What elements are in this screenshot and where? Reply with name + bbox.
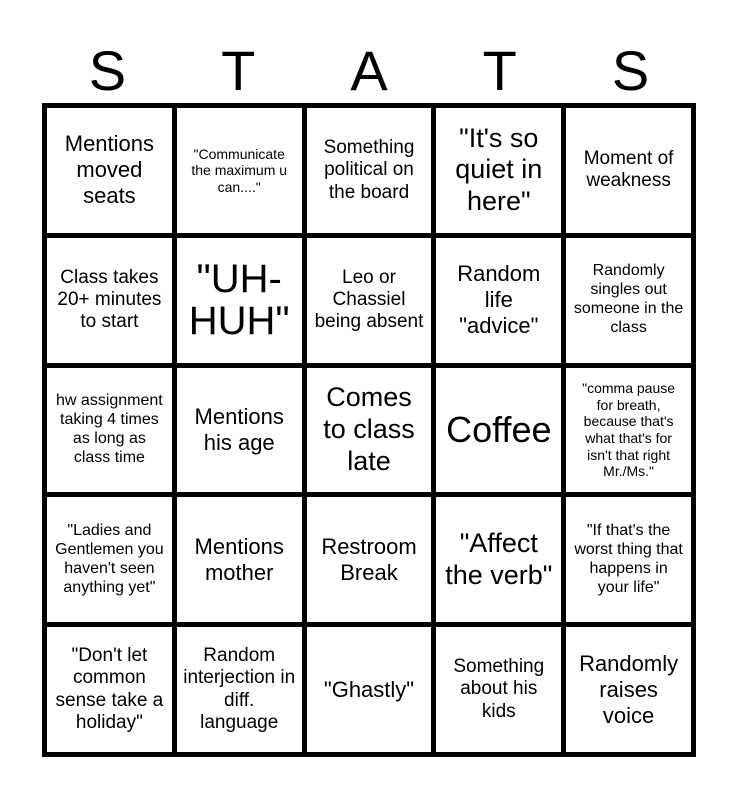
cell-text: "Don't let common sense take a holiday" bbox=[55, 644, 164, 733]
cell-text: Something about his kids bbox=[453, 655, 545, 722]
header-letter-s: S bbox=[611, 39, 650, 102]
bingo-cell[interactable] bbox=[47, 627, 172, 752]
bingo-cell[interactable] bbox=[566, 497, 691, 622]
cell-text: "If that's the worst thing that happens in your life" bbox=[574, 522, 683, 596]
cell-text: Random life "advice" bbox=[457, 261, 541, 339]
bingo-cell[interactable] bbox=[307, 238, 432, 363]
bingo-cell[interactable] bbox=[177, 497, 302, 622]
cell-text: Mentions mother bbox=[194, 533, 284, 585]
bingo-cell[interactable] bbox=[436, 238, 561, 363]
header-letter-t: T bbox=[221, 39, 256, 102]
bingo-cell[interactable] bbox=[566, 108, 691, 233]
bingo-cell[interactable] bbox=[566, 368, 691, 493]
bingo-board bbox=[42, 103, 696, 757]
cell-text: Mentions his age bbox=[194, 404, 284, 455]
bingo-cell[interactable] bbox=[436, 497, 561, 622]
bingo-cell[interactable] bbox=[307, 627, 432, 752]
cell-text: Coffee bbox=[446, 408, 552, 450]
header-letter-s: S bbox=[88, 39, 127, 102]
bingo-cell[interactable] bbox=[307, 497, 432, 622]
cell-text: "Ladies and Gentlemen you haven't seen anything yet" bbox=[55, 522, 164, 596]
cell-text: Leo or Chassiel being absent bbox=[314, 266, 424, 333]
bingo-header bbox=[42, 40, 696, 102]
cell-text: "It's so quiet in here" bbox=[455, 122, 543, 217]
cell-text: "Communicate the maximum u can...." bbox=[191, 145, 288, 195]
bingo-cell[interactable] bbox=[177, 368, 302, 493]
bingo-cell[interactable] bbox=[436, 627, 561, 752]
cell-text: Mentions moved seats bbox=[64, 131, 155, 209]
bingo-cell[interactable] bbox=[47, 238, 172, 363]
cell-text: "Ghastly" bbox=[323, 676, 415, 702]
cell-text: Moment of weakness bbox=[583, 147, 674, 192]
bingo-cell[interactable] bbox=[47, 108, 172, 233]
header-letter-t: T bbox=[482, 39, 517, 102]
cell-text: "UH-HUH" bbox=[188, 257, 290, 344]
bingo-cell[interactable] bbox=[177, 627, 302, 752]
cell-text: "comma pause for breath, because that's what that's for isn't that right Mr./Ms." bbox=[582, 380, 676, 480]
bingo-cell[interactable] bbox=[177, 238, 302, 363]
cell-text: Class takes 20+ minutes to start bbox=[57, 266, 162, 333]
cell-text: Randomly raises voice bbox=[579, 650, 679, 728]
cell-text: hw assignment taking 4 times as long as class time bbox=[56, 392, 163, 466]
cell-text: Comes to class late bbox=[323, 382, 415, 476]
cell-text: "Affect the verb" bbox=[445, 527, 553, 590]
cell-text: Something political on the board bbox=[323, 136, 415, 203]
cell-text: Randomly singles out someone in the class bbox=[573, 262, 684, 337]
cell-text: Random interjection in diff. language bbox=[183, 644, 296, 733]
cell-text: Restroom Break bbox=[321, 533, 417, 585]
bingo-cell[interactable] bbox=[177, 108, 302, 233]
header-letter-a: A bbox=[350, 39, 388, 102]
bingo-cell[interactable] bbox=[436, 368, 561, 493]
bingo-cell[interactable] bbox=[47, 497, 172, 622]
bingo-cell[interactable] bbox=[307, 108, 432, 233]
bingo-cell[interactable] bbox=[566, 238, 691, 363]
bingo-cell[interactable] bbox=[47, 368, 172, 493]
bingo-cell[interactable] bbox=[307, 368, 432, 493]
bingo-cell[interactable] bbox=[436, 108, 561, 233]
bingo-cell[interactable] bbox=[566, 627, 691, 752]
